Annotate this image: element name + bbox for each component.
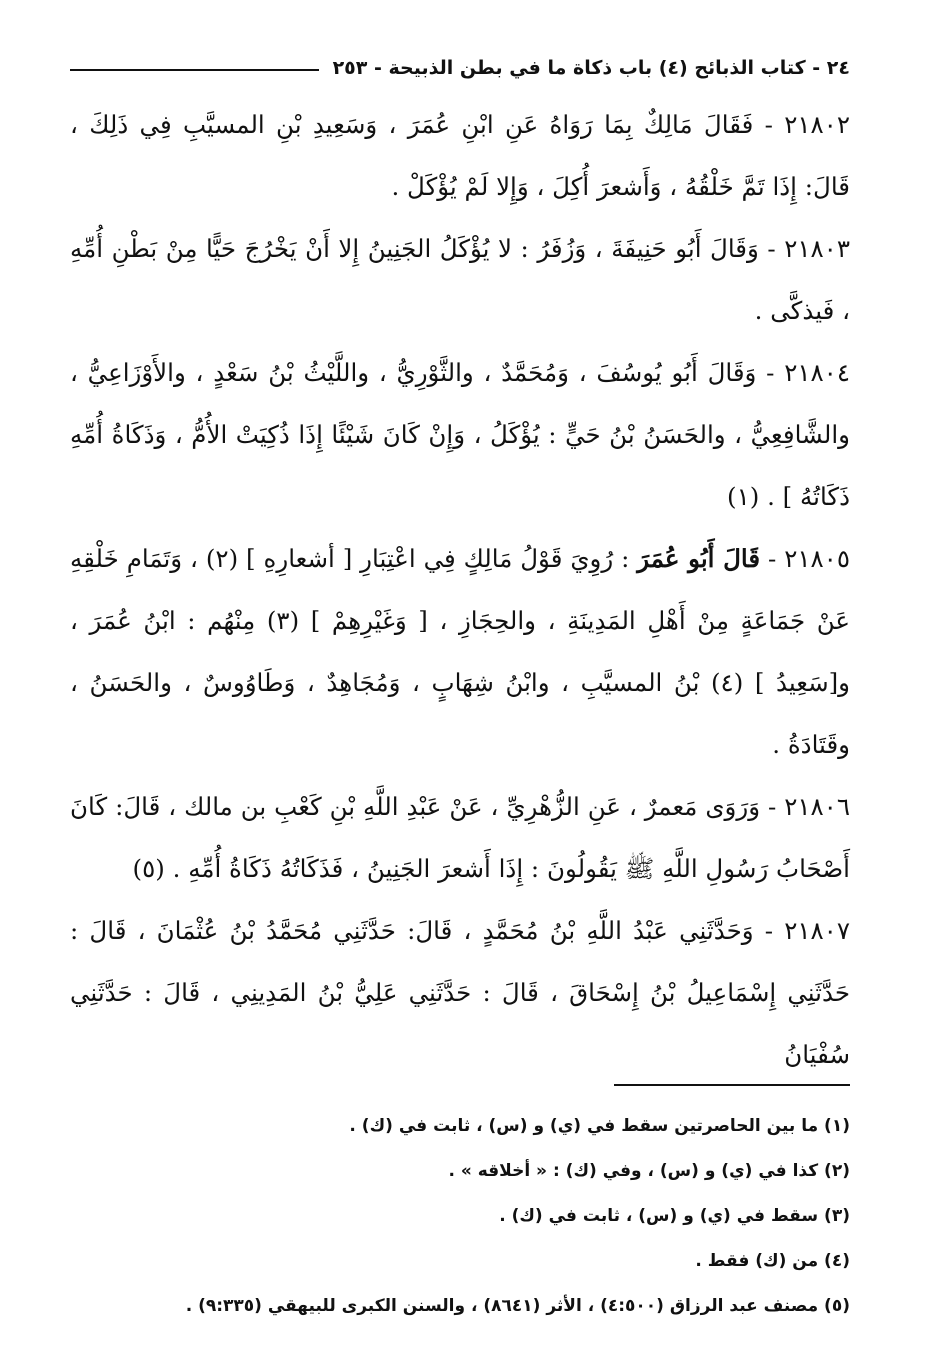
footnote-4: (٤) من (ك) فقط . bbox=[695, 1251, 850, 1271]
footnote-1: (١) ما بين الحاصرتين سقط في (ي) و (س) ، ثابت في (ك) . bbox=[349, 1116, 850, 1136]
paragraph-21803: ٢١٨٠٣ - وَقَالَ أَبُو حَنِيفَةَ ، وَزُفَرُ : لا يُؤْكَلُ الجَنِينُ إِلا أَنْ يَخْرُجَ حَيًّا مِنْ بَطْنِ أُمِّهِ ، فَيذكَّى . bbox=[70, 234, 850, 325]
book-page bbox=[70, 48, 850, 1329]
footnote-2: (٢) كذا في (ي) و (س) ، وفي (ك) : « أخلاقه » . bbox=[448, 1161, 850, 1181]
speaker-name: قَالَ أَبُو عُمَرَ bbox=[637, 544, 761, 573]
paragraph-21802: ٢١٨٠٢ - فَقَالَ مَالِكٌ بِمَا رَوَاهُ عَنِ ابْنِ عُمَرَ ، وَسَعِيدِ بْنِ المسيَّبِ فِي ذَلِكَ ، قَالَ: إِذَا تَمَّ خَلْقُهُ ، وَأَشعرَ أُكِلَ ، وَإِلا لَمْ يُؤْكَلْ . bbox=[70, 110, 850, 201]
paragraph-21807: ٢١٨٠٧ - وَحَدَّثَنِي عَبْدُ اللَّهِ بْنُ مُحَمَّدٍ ، قَالَ: حَدَّثَنِي مُحَمَّدُ بْنُ عُثْمَانَ ، قَالَ : حَدَّثَنِي إِسْمَاعِيلُ بْنُ إِسْحَاقَ ، قَالَ : حَدَّثَنِي عَلِيُّ بْنُ المَدِينِي ، قَالَ : حَدَّثَنِي سُفْيَانُ bbox=[70, 916, 850, 1069]
running-title: ٢٤ - كتاب الذبائح (٤) باب ذكاة ما في بطن الذبيحة - ٢٥٣ bbox=[332, 57, 850, 79]
paragraph-21806: ٢١٨٠٦ - وَرَوَى مَعمرٌ ، عَنِ الزُّهْرِيِّ ، عَنْ عَبْدِ اللَّهِ بْنِ كَعْبِ بن مالك ، قَالَ: كَانَ أَصْحَابُ رَسُولِ اللَّهِ ﷺ يَقُولُونَ : إِذَا أَشعرَ الجَنِينُ ، فَذَكَاتُهُ ذَكَاةُ أُمِّهِ . (٥) bbox=[70, 792, 850, 883]
paragraph-21805 bbox=[70, 528, 850, 776]
footnote-3: (٣) سقط في (ي) و (س) ، ثابت في (ك) . bbox=[499, 1206, 850, 1226]
paragraph-21804: ٢١٨٠٤ - وَقَالَ أَبُو يُوسُفَ ، وَمُحَمَّدٌ ، والثَّوْرِيُّ ، واللَّيْثُ بْنُ سَعْدٍ ، والأَوْزَاعِيُّ ، والشَّافِعِيُّ ، والحَسَنُ بْنُ حَيٍّ : يُؤْكَلُ ، وَإِنْ كَانَ شَيْئًا إِذَا ذُكِيَتْ الأُمُّ ، وَذَكَاةُ أُمِّهِ ذَكَاتُهُ ] . (١) bbox=[70, 358, 850, 511]
main-text bbox=[70, 94, 850, 1069]
footnotes bbox=[70, 1104, 850, 1329]
running-header bbox=[70, 48, 850, 88]
paragraph-number: ٢١٨٠٥ - bbox=[760, 544, 850, 573]
footnote-5: (٥) مصنف عبد الرزاق (٤:٥٠٠) ، الأثر (٨٦٤١) ، والسنن الكبرى للبيهقي (٩:٣٣٥) . bbox=[185, 1296, 850, 1316]
paragraph-body: : رُوِيَ قَوْلُ مَالِكٍ فِي اعْتِبَارِ [ أشعارِهِ ] (٢) ، وَتَمَامِ خَلْقِهِ عَنْ جَمَاعَةٍ مِنْ أَهْلِ المَدِينَةِ ، والحِجَازِ ، [ وَغَيْرِهِمْ ] (٣) مِنْهُم : ابْنُ عُمَرَ ، و[سَعِيدُ ] (٤) بْنُ المسيَّبِ ، وابْنُ شِهَابٍ ، وَمُجَاهِدٌ ، وَطَاوُوسٌ ، والحَسَنُ ، وقَتَادَةُ . bbox=[70, 544, 850, 759]
header-rule bbox=[70, 69, 319, 71]
